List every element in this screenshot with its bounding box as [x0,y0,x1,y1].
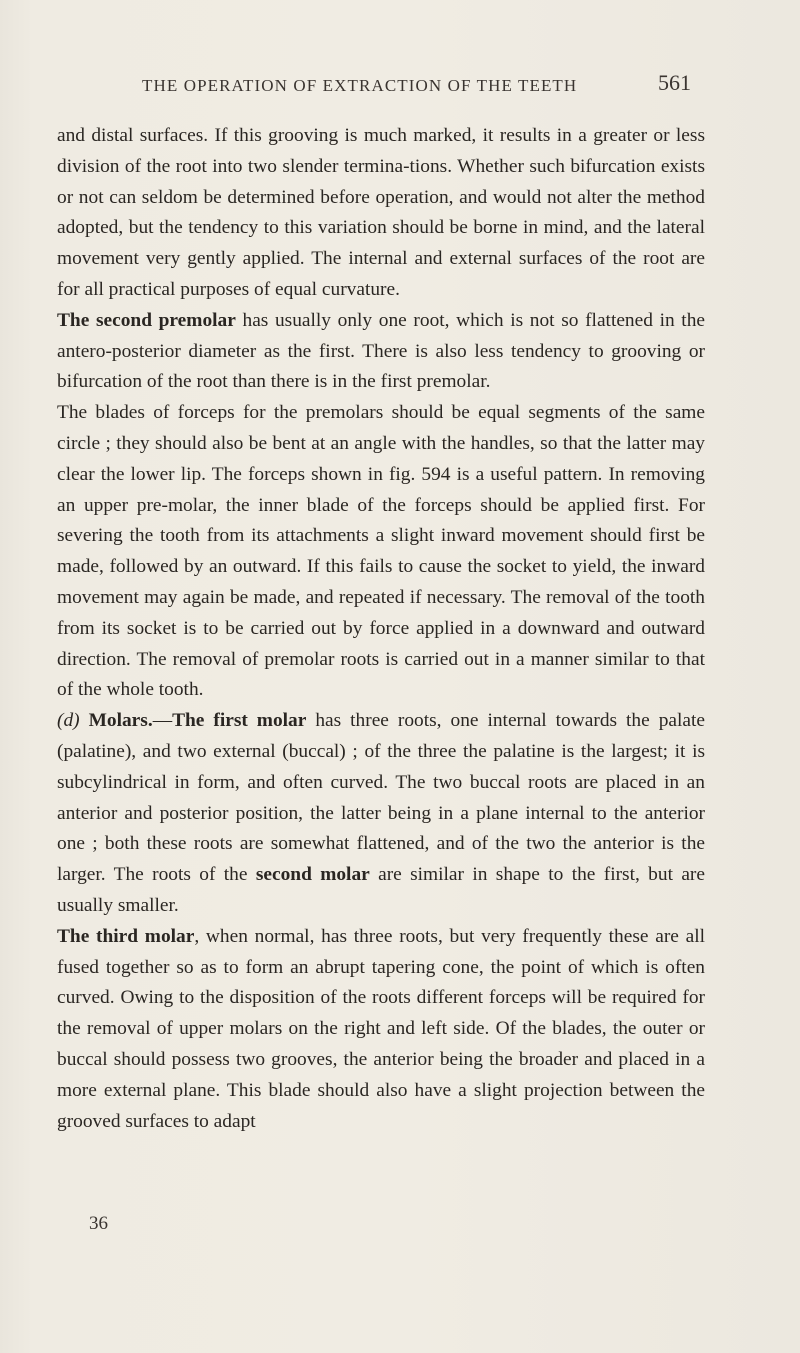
paragraph-molars [57,706,705,922]
signature-mark: 36 [89,1213,108,1234]
page-number: 561 [658,70,691,95]
text-second-molar: are similar in shape to the first, but are usually smaller. [57,864,705,916]
running-head: THE OPERATION OF EXTRACTION OF THE TEETH [142,76,578,95]
section-marker: (d) [57,710,80,732]
paragraph-second-premolar [57,306,705,398]
paragraph-distal-surfaces: and distal surfaces. If this grooving is much marked, it results in a greater or less division of the root into two slender termina-tions. Whether such bifurcation exists or not can seldom be determined before operation, and would not alter the method adopted, but the tendency to this variation should be borne in mind, and the lateral movement very gently applied. The internal and external surfaces of the root are for all practical purposes of equal curvature. [57,125,705,300]
lead-second-molar: second molar [255,864,370,886]
lead-second-premolar: The second premolar [57,309,236,331]
body-text [57,121,705,1137]
section-heading-molars: Molars. [79,710,153,732]
lead-first-molar: The first molar [172,710,307,732]
text-first-molar: has three roots, one internal towards the palate (palatine), and two external (buccal) ; of the three the palatine is the largest; it is subcylindrical in form, and often curved. The two buccal roots are placed in an anterior and posterior position, the latter being in a plane internal to the anterior one ; both these roots are somewhat flattened, and of the two the anterior is the larger. The roots of the [57,710,705,886]
heading-dash: — [152,710,173,732]
text-second-premolar: has usually only one root, which is not so flattened in the antero-posterior diameter as the first. There is also less tendency to grooving or bifurcation of the root than there is in the first premolar. [57,309,706,393]
paragraph-third-molar [57,922,705,1138]
paragraph-forceps-blades: The blades of forceps for the premolars should be equal segments of the same circle ; they should also be bent at an angle with the handles, so that the latter may clear the lower lip. The forceps shown in fig. 594 is a useful pattern. In removing an upper pre-molar, the inner blade of the forceps should be applied first. For severing the tooth from its attachments a slight inward movement should first be made, followed by an outward. If this fails to cause the socket to yield, the inward movement may again be made, and repeated if necessary. The removal of the tooth from its socket is to be carried out by force applied in a downward and outward direction. The removal of premolar roots is carried out in a manner similar to that of the whole tooth. [57,402,705,701]
lead-third-molar: The third molar [57,925,195,947]
text-third-molar: , when normal, has three roots, but very frequently these are all fused together so as to form an abrupt tapering cone, the point of which is often curved. Owing to the disposition of the roots different forceps will be required for the removal of upper molars on the right and left side. Of the blades, the outer or buccal should possess two grooves, the anterior being the broader and placed in a more external plane. This blade should also have a slight projection between the grooved surfaces to adapt [57,925,706,1132]
